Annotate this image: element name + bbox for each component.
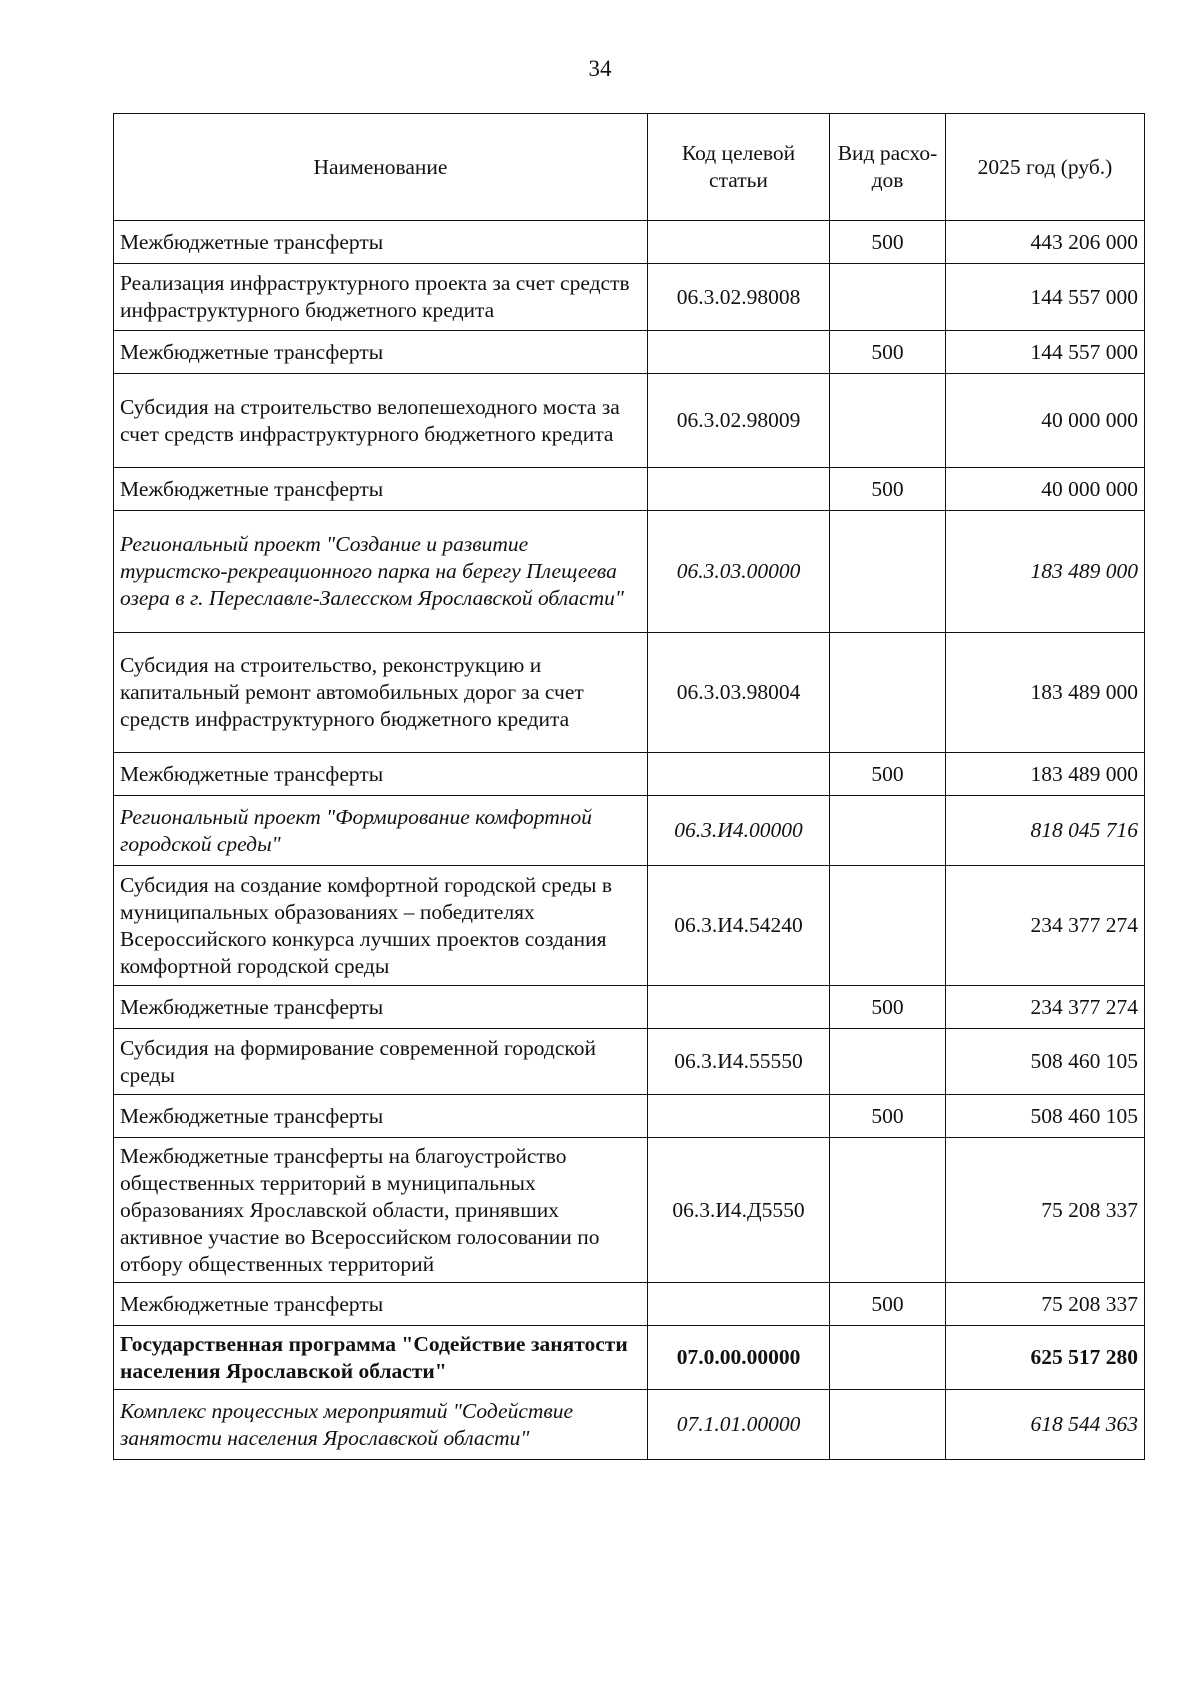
cell-code	[648, 753, 830, 796]
cell-name: Региональный проект "Формирование комфортной городской среды"	[114, 796, 648, 866]
cell-amount: 144 557 000	[946, 331, 1145, 374]
cell-name: Межбюджетные трансферты	[114, 331, 648, 374]
cell-type	[830, 633, 946, 753]
cell-code: 07.1.01.00000	[648, 1390, 830, 1460]
table-row	[114, 221, 1145, 264]
cell-name: Региональный проект "Создание и развитие туристско-рекреационного парка на берегу Плещеева озера в г. Переславле-Залесском Ярославской области"	[114, 511, 648, 633]
cell-amount: 75 208 337	[946, 1283, 1145, 1326]
cell-type	[830, 511, 946, 633]
cell-name: Межбюджетные трансферты	[114, 1283, 648, 1326]
table-row	[114, 1326, 1145, 1390]
page-number: 34	[588, 56, 612, 81]
cell-name: Реализация инфраструктурного проекта за счет средств инфраструктурного бюджетного кредита	[114, 264, 648, 331]
table-row	[114, 866, 1145, 986]
cell-name: Межбюджетные трансферты	[114, 986, 648, 1029]
cell-type: 500	[830, 986, 946, 1029]
cell-code: 06.3.И4.55550	[648, 1029, 830, 1095]
cell-name: Межбюджетные трансферты	[114, 468, 648, 511]
cell-amount: 183 489 000	[946, 753, 1145, 796]
cell-amount: 75 208 337	[946, 1138, 1145, 1283]
cell-amount: 183 489 000	[946, 511, 1145, 633]
table-row	[114, 264, 1145, 331]
cell-name: Межбюджетные трансферты	[114, 1095, 648, 1138]
cell-type	[830, 1138, 946, 1283]
cell-amount: 40 000 000	[946, 374, 1145, 468]
cell-code: 06.3.И4.00000	[648, 796, 830, 866]
cell-type: 500	[830, 753, 946, 796]
cell-type: 500	[830, 468, 946, 511]
cell-code: 07.0.00.00000	[648, 1326, 830, 1390]
table-row	[114, 633, 1145, 753]
cell-code	[648, 1095, 830, 1138]
table-row	[114, 1138, 1145, 1283]
cell-code: 06.3.02.98009	[648, 374, 830, 468]
cell-type: 500	[830, 331, 946, 374]
cell-name: Субсидия на строительство, реконструкцию и капитальный ремонт автомобильных дорог за счет средств инфраструктурного бюджетного кредита	[114, 633, 648, 753]
cell-amount: 40 000 000	[946, 468, 1145, 511]
budget-table	[113, 113, 1145, 1460]
table-row	[114, 468, 1145, 511]
cell-type	[830, 1326, 946, 1390]
cell-amount: 618 544 363	[946, 1390, 1145, 1460]
cell-code: 06.3.02.98008	[648, 264, 830, 331]
cell-code	[648, 331, 830, 374]
table-row	[114, 511, 1145, 633]
cell-code: 06.3.03.98004	[648, 633, 830, 753]
cell-type	[830, 1390, 946, 1460]
table-header	[114, 114, 1145, 221]
cell-name: Субсидия на строительство велопешеходного моста за счет средств инфраструктурного бюджетного кредита	[114, 374, 648, 468]
cell-type: 500	[830, 221, 946, 264]
table-body	[114, 221, 1145, 1460]
cell-amount: 234 377 274	[946, 986, 1145, 1029]
cell-amount: 625 517 280	[946, 1326, 1145, 1390]
cell-code: 06.3.И4.Д5550	[648, 1138, 830, 1283]
header-amount: 2025 год (руб.)	[946, 114, 1145, 221]
cell-type	[830, 374, 946, 468]
table-row	[114, 986, 1145, 1029]
table-row	[114, 1029, 1145, 1095]
table-row	[114, 374, 1145, 468]
cell-name: Субсидия на формирование современной городской среды	[114, 1029, 648, 1095]
cell-name: Межбюджетные трансферты	[114, 753, 648, 796]
cell-type: 500	[830, 1095, 946, 1138]
cell-code: 06.3.И4.54240	[648, 866, 830, 986]
cell-name: Субсидия на создание комфортной городской среды в муниципальных образованиях – победителях Всероссийского конкурса лучших проектов создания комфортной городской среды	[114, 866, 648, 986]
cell-code: 06.3.03.00000	[648, 511, 830, 633]
cell-code	[648, 986, 830, 1029]
cell-name: Государственная программа "Содействие занятости населения Ярославской области"	[114, 1326, 648, 1390]
table-row	[114, 1283, 1145, 1326]
table-row	[114, 1095, 1145, 1138]
cell-amount: 508 460 105	[946, 1029, 1145, 1095]
cell-type	[830, 1029, 946, 1095]
cell-amount: 508 460 105	[946, 1095, 1145, 1138]
cell-type: 500	[830, 1283, 946, 1326]
cell-amount: 234 377 274	[946, 866, 1145, 986]
cell-amount: 443 206 000	[946, 221, 1145, 264]
cell-code	[648, 1283, 830, 1326]
cell-type	[830, 796, 946, 866]
cell-type	[830, 264, 946, 331]
cell-name: Межбюджетные трансферты	[114, 221, 648, 264]
table-row	[114, 1390, 1145, 1460]
header-code: Код целевой статьи	[648, 114, 830, 221]
cell-name: Комплекс процессных мероприятий "Содействие занятости населения Ярославской области"	[114, 1390, 648, 1460]
table-row	[114, 331, 1145, 374]
table-row	[114, 753, 1145, 796]
cell-amount: 183 489 000	[946, 633, 1145, 753]
cell-amount: 144 557 000	[946, 264, 1145, 331]
cell-amount: 818 045 716	[946, 796, 1145, 866]
header-name: Наименование	[114, 114, 648, 221]
table-row	[114, 796, 1145, 866]
cell-code	[648, 221, 830, 264]
header-row	[114, 114, 1145, 221]
cell-type	[830, 866, 946, 986]
cell-code	[648, 468, 830, 511]
header-type: Вид расхо-дов	[830, 114, 946, 221]
cell-name: Межбюджетные трансферты на благоустройство общественных территорий в муниципальных образованиях Ярославской области, принявших активное участие во Всероссийском голосовании по отбору общественных территорий	[114, 1138, 648, 1283]
